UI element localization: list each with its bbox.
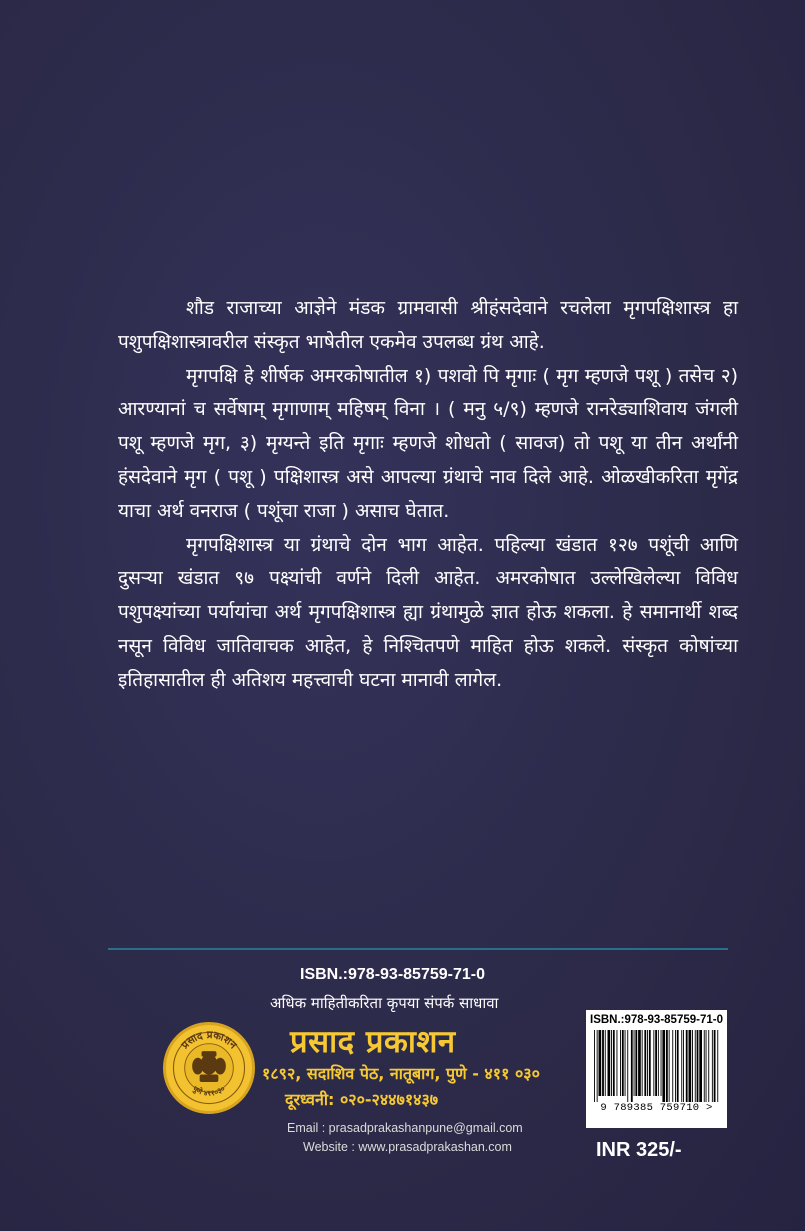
barcode-bar [712,1030,713,1102]
blurb-paragraph: मृगपक्षि हे शीर्षक अमरकोषातील १) पशवो पि मृगाः ( मृग म्हणजे पशू ) तसेच २) आरण्यानां च सर्वेषाम् मृगाणाम् महिषम् विना । ( मनु ५/९) म्हणजे रानरेड्याशिवाय जंगली पशू म्हणजे मृग, ३) मृग्यन्ते इति मृगाः म्हणजे शोधतो ( सावज) तो पशू या तीन अर्थांनी हंसदेवाने मृग ( पशू ) पक्षिशास्त्र असे आपल्या ग्रंथाचे नाव दिले आहे. ओळखीकरिता मृगेंद्र याचा अर्थ वनराज ( पशूंचा राजा ) असाच घेतात. [118,364,738,522]
barcode-bar [662,1030,665,1102]
price-label: INR 325/- [596,1139,682,1161]
barcode-bar [683,1030,684,1102]
barcode-bar [594,1030,595,1102]
barcode-bar [706,1030,707,1102]
barcode-bar [686,1030,688,1102]
barcode-bar [714,1030,716,1102]
publisher-email: Email : prasadprakashanpune@gmail.com [287,1121,523,1135]
barcode-bar [708,1030,709,1102]
barcode-bar [653,1030,654,1096]
barcode-bar [649,1030,651,1096]
svg-text:प्रसाद प्रकाशन: प्रसाद प्रकाशन [179,1029,239,1052]
barcode-bar [717,1030,718,1102]
barcode-bar [697,1030,699,1102]
barcode-bar [599,1030,602,1096]
barcode-digits: 9 789385 759710 > [600,1102,713,1114]
barcode-bar [627,1030,628,1102]
barcode-bar [608,1030,611,1096]
publisher-address: १८९२, सदाशिव पेठ, नातूबाग, पुणे - ४११ ०३० [262,1064,540,1083]
isbn-text: ISBN.:978-93-85759-71-0 [300,966,485,983]
barcode-bar [622,1030,624,1096]
barcode-bar [634,1030,635,1096]
publisher-website: Website : www.prasadprakashan.com [303,1140,512,1154]
barcode-bar [661,1030,662,1096]
blurb-paragraph: शौड राजाच्या आज्ञेने मंडक ग्रामवासी श्रीहंसदेवाने रचलेला मृगपक्षिशास्त्र हा पशुपक्षिशास्त्रावरील संस्कृत भाषेतील एकमेव उपलब्ध ग्रंथ आहे. [118,297,738,353]
barcode-bar [669,1030,670,1102]
barcode-bar [638,1030,641,1096]
barcode-bar [611,1030,612,1096]
barcode-bar [677,1030,679,1102]
contact-note: अधिक माहितीकरिता कृपया संपर्क साधावा [270,994,499,1012]
barcode-bar [699,1030,702,1102]
barcode-bar [681,1030,682,1102]
barcode-bar [644,1030,646,1096]
seal-graphic [166,1025,252,1111]
barcode-bar [625,1030,626,1096]
barcode-isbn-label: ISBN.:978-93-85759-71-0 [590,1014,723,1026]
barcode-bar [642,1030,643,1096]
barcode-bar [672,1030,673,1102]
barcode-bar [647,1030,648,1096]
barcode-bar [658,1030,659,1096]
back-cover-blurb [118,292,738,698]
barcode-bar [704,1030,705,1102]
barcode-bar [689,1030,692,1102]
barcode-bar [631,1030,633,1102]
barcode-bars-icon [590,1030,723,1102]
publisher-seal-logo [163,1022,255,1114]
barcode-bar [692,1030,693,1102]
isbn-barcode [586,1010,727,1128]
barcode-bar [655,1030,657,1096]
barcode-bar [613,1030,615,1096]
publisher-name: प्रसाद प्रकाशन [290,1024,456,1060]
barcode-bar [597,1030,598,1102]
divider-rule [108,948,728,950]
barcode-bar [605,1030,606,1096]
barcode-bar [635,1030,637,1096]
barcode-bar [675,1030,676,1102]
barcode-bar [602,1030,604,1096]
barcode-bar [617,1030,618,1096]
blurb-paragraph: मृगपक्षिशास्त्र या ग्रंथाचे दोन भाग आहेत. पहिल्या खंडात १२७ पशूंची आणि दुसऱ्या खंडात ९७ पक्ष्यांची वर्णने दिली आहेत. अमरकोषात उल्लेखिलेल्या विविध पशुपक्ष्यांच्या पर्यायांचा अर्थ मृगपक्षिशास्त्र ह्या ग्रंथामुळे ज्ञात होऊ शकला. हे समानार्थी शब्द नसून विविध जातिवाचक आहेत, हे निश्चितपणे माहित होऊ शकले. संस्कृत कोषांच्या इतिहासातील ही अतिशय महत्त्वाची घटना मानावी लागेल. [118,533,738,691]
svg-text:पुणे ४११०३०: पुणे ४११०३० [191,1084,227,1098]
barcode-bar [620,1030,621,1096]
publisher-phone: दूरध्वनी: ०२०-२४४७१४३७ [285,1090,439,1109]
barcode-bar [695,1030,696,1102]
barcode-bar [666,1030,668,1102]
